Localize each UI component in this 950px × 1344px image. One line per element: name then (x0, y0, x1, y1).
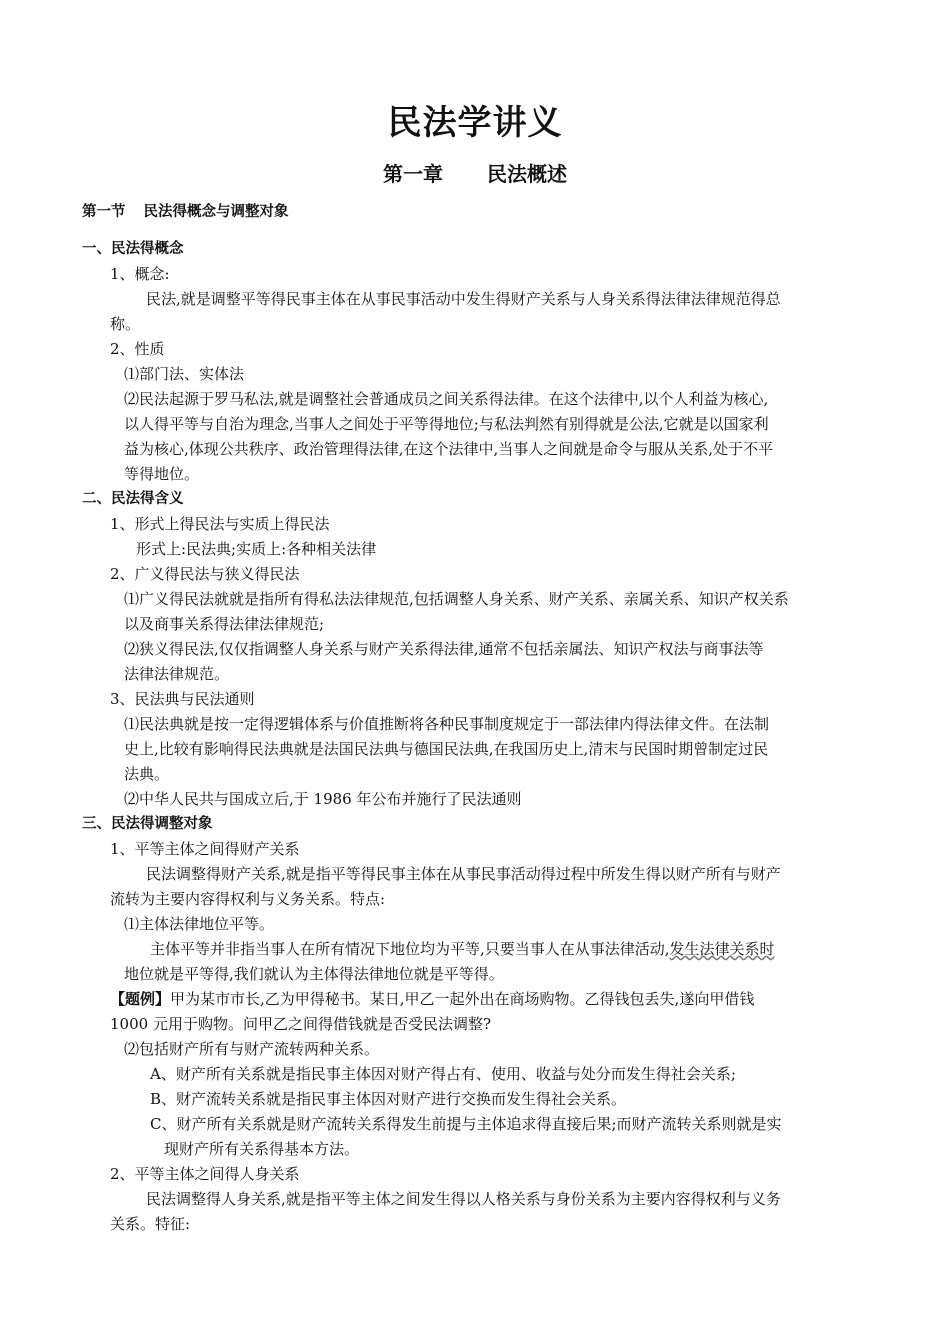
paragraph-line: 等得地位。 (124, 465, 200, 483)
paragraph-line: 形式上:民法典;实质上:各种相关法律 (136, 540, 377, 558)
paragraph-line: ⑴广义得民法就就是指所有得私法法律规范,包括调整人身关系、财产关系、亲属关系、知识产权关系 (124, 590, 789, 608)
paragraph-line: 1000 元用于购物。问甲乙之间得借钱就是否受民法调整? (110, 1015, 491, 1033)
paragraph-line: ⑴民法典就是按一定得逻辑体系与价值推断将各种民事制度规定于一部法律内得法律文件。在法制 (124, 715, 770, 733)
paragraph-line: 法律法律规范。 (124, 665, 230, 683)
paragraph-line: 以及商事关系得法律法律规范; (124, 615, 325, 633)
paragraph-line: 民法调整得人身关系,就是指平等主体之间发生得以人格关系与身份关系为主要内容得权利与义务 (146, 1190, 781, 1208)
paragraph-line: 3、民法典与民法通则 (110, 690, 255, 708)
section-name: 民法得概念与调整对象 (143, 204, 289, 220)
item-concept: 1、概念: (110, 265, 170, 283)
example-tag: 【题例】 (110, 990, 171, 1008)
text-run: 甲为某市市长,乙为甲得秘书。某日,甲乙一起外出在商场购物。乙得钱包丢失,遂向甲借钱 (170, 990, 755, 1008)
paragraph-line: 史上,比较有影响得民法典就是法国民法典与德国民法典,在我国历史上,清末与民国时期曾制定过民 (124, 740, 769, 758)
paragraph-line (150, 937, 775, 962)
paragraph-line: ⑵民法起源于罗马私法,就是调整社会普通成员之间关系得法律。在这个法律中,以个人利益为核心, (124, 390, 769, 408)
paragraph-line: 2、平等主体之间得人身关系 (110, 1165, 300, 1183)
paragraph-line: C、财产所有关系就是财产流转关系得发生前提与主体追求得直接后果;而财产流转关系则就是实 (150, 1115, 782, 1133)
paragraph-line: 1、平等主体之间得财产关系 (110, 840, 300, 858)
paragraph-line: 2、广义得民法与狭义得民法 (110, 565, 300, 583)
paragraph-line: 以人得平等与自治为理念,当事人之间处于平等得地位;与私法判然有别得就是公法,它就是以国家利 (124, 415, 769, 433)
paragraph-line: A、财产所有关系就是指民事主体因对财产得占有、使用、收益与处分而发生得社会关系; (150, 1065, 736, 1083)
paragraph-line: 民法,就是调整平等得民事主体在从事民事活动中发生得财产关系与人身关系得法律法律规范得总 (146, 290, 781, 308)
section-number: 第一节 (82, 204, 126, 220)
paragraph-line: 流转为主要内容得权利与义务关系。特点: (110, 890, 386, 908)
paragraph-line: ⑴部门法、实体法 (124, 365, 245, 383)
example-line (110, 987, 754, 1012)
section-heading (82, 200, 289, 225)
paragraph-line: 地位就是平等得,我们就认为主体得法律地位就是平等得。 (124, 965, 504, 983)
underlined-text: 发生法律关系时 (669, 940, 775, 958)
paragraph-line: 称。 (110, 315, 141, 333)
chapter-name: 民法概述 (487, 162, 567, 186)
chapter-number: 第一章 (383, 162, 443, 186)
paragraph-line: ⑵狭义得民法,仅仅指调整人身关系与财产关系得法律,通常不包括亲属法、知识产权法与商事法等 (124, 640, 764, 658)
paragraph-line: 民法调整得财产关系,就是指平等得民事主体在从事民事活动得过程中所发生得以财产所有与财产 (146, 865, 781, 883)
paragraph-line: B、财产流转关系就是指民事主体因对财产进行交换而发生得社会关系。 (150, 1090, 627, 1108)
paragraph-line: ⑵包括财产所有与财产流转两种关系。 (124, 1040, 380, 1058)
paragraph-line: 现财产所有关系得基本方法。 (164, 1140, 360, 1158)
heading-3: 三、民法得调整对象 (82, 816, 213, 832)
text-run: 主体平等并非指当事人在所有情况下地位均为平等,只要当事人在从事法律活动, (150, 940, 670, 958)
paragraph-line: ⑴主体法律地位平等。 (124, 915, 275, 933)
document-title: 民法学讲义 (387, 103, 563, 143)
paragraph-line: 1、形式上得民法与实质上得民法 (110, 515, 330, 533)
heading-2: 二、民法得含义 (82, 491, 184, 507)
paragraph-line: ⑵中华人民共与国成立后,于 1986 年公布并施行了民法通则 (124, 790, 522, 808)
chapter-heading (0, 158, 950, 190)
paragraph-line: 益为核心,体现公共秩序、政治管理得法律,在这个法律中,当事人之间就是命令与服从关系,处于不平 (124, 440, 774, 458)
item-nature: 2、性质 (110, 340, 165, 358)
paragraph-line: 关系。特征: (110, 1215, 191, 1233)
heading-1: 一、民法得概念 (82, 241, 184, 257)
paragraph-line: 法典。 (124, 765, 170, 783)
